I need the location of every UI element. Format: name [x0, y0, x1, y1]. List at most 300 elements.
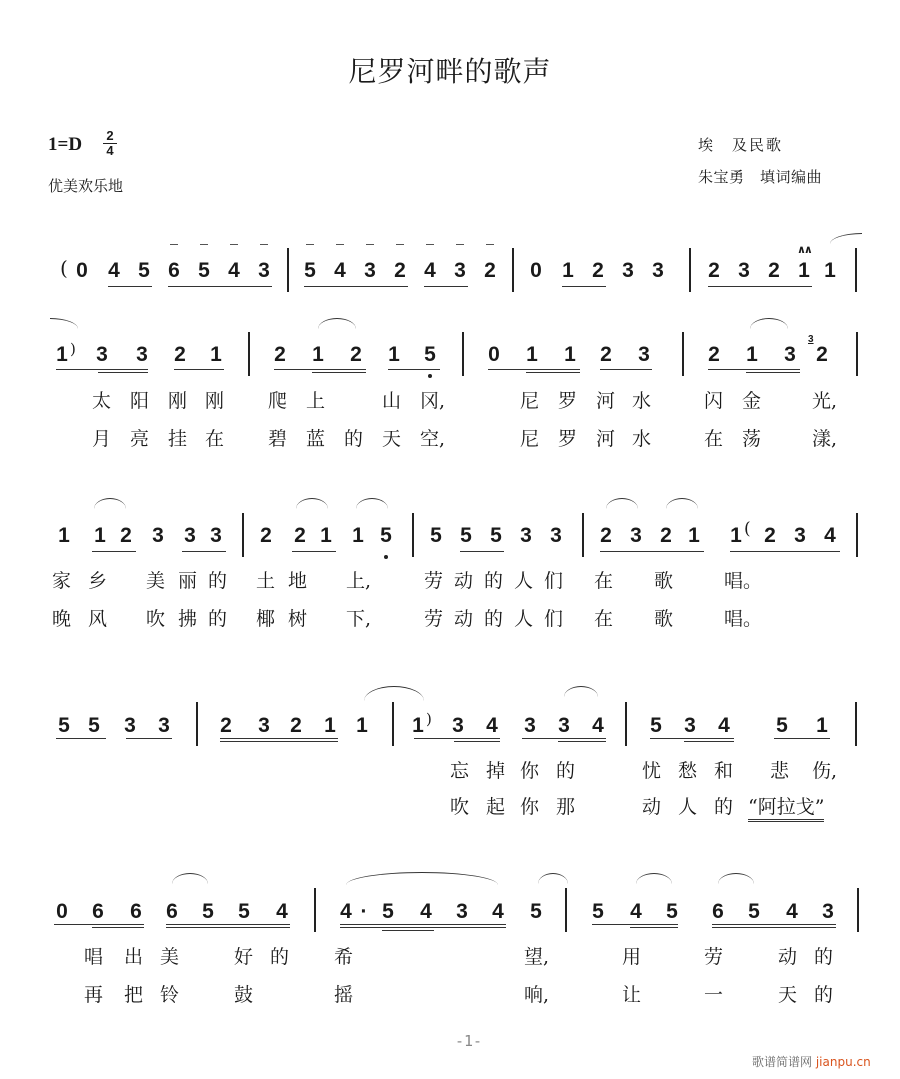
key-signature: 1=D — [48, 134, 83, 155]
note: 2 — [816, 343, 828, 366]
lyric: 出 — [124, 946, 144, 968]
lyric: 希 — [334, 946, 354, 968]
note: 2 — [260, 524, 272, 547]
open-paren: ( — [60, 256, 68, 280]
note: 1 — [356, 714, 368, 737]
note: 2 — [220, 714, 232, 737]
lyric: 铃 — [160, 984, 180, 1006]
underline — [460, 551, 504, 552]
note: 0 — [488, 343, 500, 366]
note: 2 — [350, 343, 362, 366]
lyric: 让 — [622, 984, 642, 1006]
note: 1 — [324, 714, 336, 737]
lyric: 爬 — [268, 390, 288, 412]
underline — [340, 924, 506, 925]
slur — [750, 318, 788, 329]
lyric: 的 — [270, 946, 290, 968]
note: 0 — [56, 900, 68, 923]
lyric: 挂 — [168, 428, 188, 450]
note: 3 — [158, 714, 170, 737]
note: 3 — [452, 714, 464, 737]
note: 3 — [558, 714, 570, 737]
lyric: 的 — [344, 428, 364, 450]
slur — [172, 873, 208, 884]
underline — [630, 927, 678, 928]
high-dot — [426, 244, 434, 245]
barline — [287, 248, 289, 292]
note: 5 — [58, 714, 70, 737]
high-dot — [200, 244, 208, 245]
barline — [242, 513, 244, 557]
note: 5 — [202, 900, 214, 923]
lyric: 刚 — [205, 390, 225, 412]
lyric: 你 — [520, 796, 540, 818]
lyric: 再 — [84, 984, 104, 1006]
underline — [340, 927, 506, 928]
slur — [636, 873, 672, 884]
lyric: 吹 — [146, 608, 166, 630]
note: 2 — [174, 343, 186, 366]
underline — [168, 286, 272, 287]
lyric: 的 — [814, 984, 834, 1006]
lyric: 刚 — [168, 390, 188, 412]
note: 5 — [138, 259, 150, 282]
lyric: 亮 — [130, 428, 150, 450]
time-signature — [103, 129, 117, 158]
note: 2 — [274, 343, 286, 366]
lyric: 动 — [642, 796, 662, 818]
underline — [108, 286, 152, 287]
note: 2 — [708, 259, 720, 282]
underline — [708, 369, 800, 370]
lyric: 劳 — [424, 608, 444, 630]
slur — [94, 498, 126, 509]
note: 6 — [130, 900, 142, 923]
slur — [318, 318, 356, 329]
barline — [392, 702, 394, 746]
lyric: 人 — [678, 796, 698, 818]
lyric: 的 — [208, 570, 228, 592]
underline — [126, 738, 172, 739]
lyric: 河 — [596, 428, 616, 450]
lyric: 地 — [288, 570, 308, 592]
barline — [314, 888, 316, 932]
low-octave-dot — [428, 374, 432, 378]
high-dot — [170, 244, 178, 245]
lyric: 吹 — [450, 796, 470, 818]
note: 5 — [460, 524, 472, 547]
note: 5 — [424, 343, 436, 366]
lyric: 尼 — [520, 390, 540, 412]
note: 1 — [824, 259, 836, 282]
note: 2 — [600, 524, 612, 547]
lyric: 丽 — [178, 570, 198, 592]
note: 3 — [794, 524, 806, 547]
slur — [606, 498, 638, 509]
lyric: 家 — [52, 570, 72, 592]
underline — [388, 369, 440, 370]
barline — [412, 513, 414, 557]
note: 5 — [238, 900, 250, 923]
note: 4 — [228, 259, 240, 282]
tempo-marking: 优美欢乐地 — [48, 177, 124, 195]
watermark — [752, 1053, 871, 1070]
barline — [857, 888, 859, 932]
lyric: 忘 — [450, 760, 470, 782]
lyric: 用 — [622, 946, 642, 968]
note: 5 — [382, 900, 394, 923]
barline — [462, 332, 464, 376]
slur — [296, 498, 328, 509]
underline — [526, 372, 580, 373]
note: 2 — [294, 524, 306, 547]
lyric: 拂 — [178, 608, 198, 630]
barline — [248, 332, 250, 376]
note: 1 — [746, 343, 758, 366]
lyric: 太 — [92, 390, 112, 412]
slur — [346, 872, 498, 885]
lyric: 唱。 — [724, 608, 763, 630]
lyric: 蓝 — [306, 428, 326, 450]
note: 3 — [822, 900, 834, 923]
lyric: 把 — [124, 984, 144, 1006]
lyric: 那 — [556, 796, 576, 818]
note: 2 — [290, 714, 302, 737]
note: 4 — [424, 259, 436, 282]
underline — [56, 738, 106, 739]
note: 4 — [276, 900, 288, 923]
lyric: 动 — [778, 946, 798, 968]
lyric: 光, — [812, 390, 838, 412]
note: 5 — [748, 900, 760, 923]
high-dot — [306, 244, 314, 245]
underline — [166, 924, 290, 925]
note: 3 — [210, 524, 222, 547]
lyric: 掉 — [486, 760, 506, 782]
slur — [564, 686, 598, 697]
lyric: 漾, — [812, 428, 838, 450]
note: 3 — [784, 343, 796, 366]
underline — [304, 286, 408, 287]
note: 3 — [258, 259, 270, 282]
note: 3 — [550, 524, 562, 547]
note: 2 — [708, 343, 720, 366]
note: 4 — [630, 900, 642, 923]
underline — [774, 738, 830, 739]
note: 3 — [520, 524, 532, 547]
note: 4 — [486, 714, 498, 737]
underline — [562, 286, 606, 287]
note: 3 — [258, 714, 270, 737]
lyric: 起 — [486, 796, 506, 818]
note: 4 — [592, 714, 604, 737]
note: 1 — [210, 343, 222, 366]
note: 4 — [492, 900, 504, 923]
note: 3 — [630, 524, 642, 547]
lyric: 和 — [714, 760, 734, 782]
lyric: 愁 — [678, 760, 698, 782]
note: 2 — [592, 259, 604, 282]
barline — [582, 513, 584, 557]
barline — [565, 888, 567, 932]
lyric: 荡 — [742, 428, 762, 450]
underline — [730, 551, 840, 552]
note: 4 — [108, 259, 120, 282]
watermark-site-name: 歌谱简谱网 — [752, 1055, 813, 1069]
slur — [666, 498, 698, 509]
origin-credit: 埃 及民歌 — [698, 136, 784, 154]
high-dot — [396, 244, 404, 245]
underline — [414, 738, 500, 739]
close-paren: ) — [70, 340, 76, 358]
barline — [856, 513, 858, 557]
lyric: 你 — [520, 760, 540, 782]
note: 3 — [738, 259, 750, 282]
lyric: 乡 — [88, 570, 108, 592]
note: 1 — [388, 343, 400, 366]
underline — [312, 372, 366, 373]
lyric: 风 — [88, 608, 108, 630]
lyric: 鼓 — [234, 984, 254, 1006]
time-denominator: 4 — [103, 143, 117, 158]
lyric: 在 — [205, 428, 225, 450]
note: 5 — [666, 900, 678, 923]
note: 1 — [798, 259, 810, 282]
lyric: 美 — [146, 570, 166, 592]
lyric: 唱。 — [724, 570, 763, 592]
note: 5 — [776, 714, 788, 737]
high-dot — [366, 244, 374, 245]
lyric: 的 — [208, 608, 228, 630]
note: 1 — [562, 259, 574, 282]
high-dot — [336, 244, 344, 245]
open-paren: ( — [744, 519, 751, 539]
note: 1 — [94, 524, 106, 547]
note: 5 — [490, 524, 502, 547]
lyric: 上 — [306, 390, 326, 412]
lyric: 天 — [778, 984, 798, 1006]
slur — [538, 873, 568, 884]
grace-note: 3 — [808, 334, 814, 345]
close-paren: ) — [426, 710, 432, 728]
note: 3 — [136, 343, 148, 366]
lyric: 在 — [594, 570, 614, 592]
lyric: 歌 — [654, 570, 674, 592]
note: 2 — [768, 259, 780, 282]
barline — [689, 248, 691, 292]
lyric: 美 — [160, 946, 180, 968]
lyric: 歌 — [654, 608, 674, 630]
lyric: 唱 — [84, 946, 104, 968]
note: 1 — [688, 524, 700, 547]
note: 5 — [304, 259, 316, 282]
lyric: 尼 — [520, 428, 540, 450]
underline — [650, 738, 734, 739]
underline — [166, 927, 290, 928]
lyric: 悲 — [770, 760, 790, 782]
note: 1 — [320, 524, 332, 547]
note: 0 — [76, 259, 88, 282]
lyric: 罗 — [558, 390, 578, 412]
lyric: 土 — [256, 570, 276, 592]
barline — [855, 702, 857, 746]
lyric: 天 — [382, 428, 402, 450]
underline — [454, 741, 500, 742]
barline — [682, 332, 684, 376]
lyric: 阳 — [130, 390, 150, 412]
lyric: 一 — [704, 984, 724, 1006]
lyric: 上, — [346, 570, 372, 592]
augmentation-dot: · — [360, 900, 368, 923]
lyric: 们 — [544, 570, 564, 592]
slur — [718, 873, 754, 884]
mordent-icon: ∧∧ — [797, 243, 811, 256]
lyric: 动 — [454, 570, 474, 592]
lyric: 树 — [288, 608, 308, 630]
underline — [92, 927, 144, 928]
lyric: 碧 — [268, 428, 288, 450]
note: 3 — [684, 714, 696, 737]
note: 2 — [394, 259, 406, 282]
note: 5 — [198, 259, 210, 282]
lyric: 空, — [420, 428, 446, 450]
underline — [712, 927, 836, 928]
underline — [54, 924, 144, 925]
lyric: 的 — [484, 608, 504, 630]
note: 4 — [824, 524, 836, 547]
note: 3 — [124, 714, 136, 737]
note: 3 — [524, 714, 536, 737]
underline — [746, 372, 800, 373]
lyric: 在 — [594, 608, 614, 630]
note: 5 — [380, 524, 392, 547]
lyric: 月 — [92, 428, 112, 450]
note: 3 — [96, 343, 108, 366]
underline — [488, 369, 580, 370]
underline — [98, 372, 148, 373]
lyric: 下, — [346, 608, 372, 630]
song-title: 尼罗河畔的歌声 — [348, 55, 552, 88]
high-dot — [230, 244, 238, 245]
lyric: 的 — [556, 760, 576, 782]
tie-start — [830, 233, 862, 244]
note: 1 — [816, 714, 828, 737]
time-numerator: 2 — [106, 128, 114, 143]
lyric: 河 — [596, 390, 616, 412]
lyric: 金 — [742, 390, 762, 412]
note: 4 — [340, 900, 352, 923]
note: 5 — [592, 900, 604, 923]
barline — [856, 332, 858, 376]
lyric: 山 — [382, 390, 402, 412]
low-octave-dot — [384, 555, 388, 559]
note: 6 — [712, 900, 724, 923]
note: 1 — [312, 343, 324, 366]
note: 0 — [530, 259, 542, 282]
lyric: 罗 — [558, 428, 578, 450]
note: 3 — [652, 259, 664, 282]
lyric: 冈, — [420, 390, 446, 412]
note: 3 — [364, 259, 376, 282]
lyric: 的 — [814, 946, 834, 968]
note: 4 — [718, 714, 730, 737]
lyric: 椰 — [256, 608, 276, 630]
underline — [92, 551, 136, 552]
note: 5 — [88, 714, 100, 737]
lyric: 人 — [514, 570, 534, 592]
underline — [220, 741, 338, 742]
lyric: 劳 — [424, 570, 444, 592]
lyric: 水 — [632, 428, 652, 450]
underline — [382, 930, 434, 931]
underline — [174, 369, 224, 370]
page-number: -1- — [455, 1032, 483, 1050]
lyric: 望, — [524, 946, 550, 968]
lyric: 的 — [714, 796, 734, 818]
underline — [56, 369, 148, 370]
note: 3 — [622, 259, 634, 282]
note: 2 — [484, 259, 496, 282]
lyric: 响, — [524, 984, 550, 1006]
underline — [424, 286, 468, 287]
lyric-alage: “阿拉戈” — [748, 792, 824, 822]
note: 3 — [456, 900, 468, 923]
note: 3 — [638, 343, 650, 366]
note: 1 — [352, 524, 364, 547]
lyric: 闪 — [704, 390, 724, 412]
note: 1 — [58, 524, 70, 547]
underline — [600, 551, 704, 552]
lyric: 伤, — [812, 760, 838, 782]
note: 1 — [526, 343, 538, 366]
note: 2 — [660, 524, 672, 547]
lyric: 摇 — [334, 984, 354, 1006]
note: 5 — [530, 900, 542, 923]
note: 2 — [764, 524, 776, 547]
note: 5 — [430, 524, 442, 547]
underline — [558, 741, 606, 742]
lyric: 们 — [544, 608, 564, 630]
underline — [712, 924, 836, 925]
lyric: 人 — [514, 608, 534, 630]
lyric: 劳 — [704, 946, 724, 968]
note: 3 — [454, 259, 466, 282]
lyric: 动 — [454, 608, 474, 630]
lyric: 在 — [704, 428, 724, 450]
barline — [855, 248, 857, 292]
arranger-credit: 朱宝勇 填词编曲 — [698, 168, 823, 186]
underline — [182, 551, 226, 552]
barline — [512, 248, 514, 292]
note: 1 — [730, 524, 742, 547]
note: 4 — [786, 900, 798, 923]
lyric: 好 — [234, 946, 254, 968]
underline — [708, 286, 812, 287]
note: 6 — [168, 259, 180, 282]
note: 1 — [564, 343, 576, 366]
tie-end — [50, 318, 78, 329]
underline — [684, 741, 734, 742]
note: 3 — [152, 524, 164, 547]
tie — [364, 686, 424, 701]
underline — [592, 924, 678, 925]
underline — [274, 369, 366, 370]
note: 1 — [412, 714, 424, 737]
note: 1 — [56, 343, 68, 366]
note: 3 — [184, 524, 196, 547]
note: 5 — [650, 714, 662, 737]
note: 4 — [334, 259, 346, 282]
